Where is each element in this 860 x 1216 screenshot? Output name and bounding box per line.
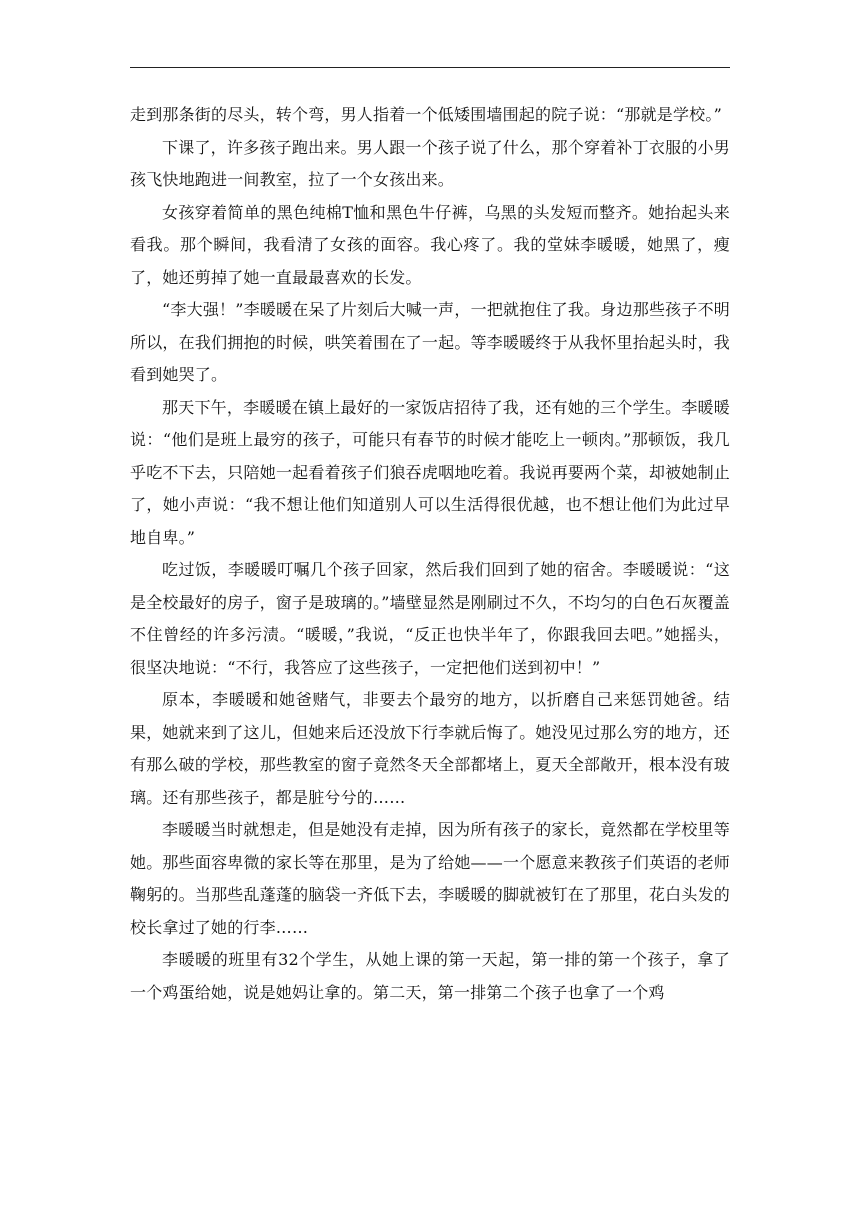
paragraph: 下课了，许多孩子跑出来。男人跟一个孩子说了什么，那个穿着补丁衣服的小男孩飞快地跑进一间教室，拉了一个女孩出来。 (130, 137, 730, 189)
document-body (130, 99, 730, 1009)
paragraph: 走到那条街的尽头，转个弯，男人指着一个低矮围墙围起的院子说：“那就是学校。” (130, 105, 722, 124)
paragraph: 原本，李暖暖和她爸赌气，非要去个最穷的地方，以折磨自己来惩罚她爸。结果，她就来到了这儿，但她来后还没放下行李就后悔了。她没见过那么穷的地方，还有那么破的学校，那些教室的窗子竟然冬天全部都堵上，夏天全部敞开，根本没有玻璃。还有那些孩子，都是脏兮兮的…… (130, 690, 730, 807)
paragraph: “李大强！”李暖暖在呆了片刻后大喊一声，一把就抱住了我。身边那些孩子不明所以，在我们拥抱的时候，哄笑着围在了一起。等李暖暖终于从我怀里抬起头时，我看到她哭了。 (130, 300, 730, 384)
header-rule (130, 67, 730, 68)
paragraph: 吃过饭，李暖暖叮嘱几个孩子回家，然后我们回到了她的宿舍。李暖暖说：“这是全校最好的房子，窗子是玻璃的。”墙壁显然是刚刷过不久，不均匀的白色石灰覆盖不住曾经的许多污渍。“暖暖，”我说，“反正也快半年了，你跟我回去吧。”她摇头，很坚决地说：“不行，我答应了这些孩子，一定把他们送到初中！” (130, 560, 730, 677)
paragraph: 女孩穿着简单的黑色纯棉T恤和黑色牛仔裤，乌黑的头发短而整齐。她抬起头来看我。那个瞬间，我看清了女孩的面容。我心疼了。我的堂妹李暖暖，她黑了，瘦了，她还剪掉了她一直最最喜欢的长发。 (130, 202, 730, 287)
paragraph: 李暖暖的班里有32个学生，从她上课的第一天起，第一排的第一个孩子，拿了一个鸡蛋给她，说是她妈让拿的。第二天，第一排第二个孩子也拿了一个鸡 (130, 950, 730, 1002)
paragraph: 那天下午，李暖暖在镇上最好的一家饭店招待了我，还有她的三个学生。李暖暖说：“他们是班上最穷的孩子，可能只有春节的时候才能吃上一顿肉。”那顿饭，我几乎吃不下去，只陪她一起看着孩子们狼吞虎咽地吃着。我说再要两个菜，却被她制止了，她小声说：“我不想让他们知道别人可以生活得很优越，也不想让他们为此过早地自卑。” (130, 397, 730, 547)
paragraph: 李暖暖当时就想走，但是她没有走掉，因为所有孩子的家长，竟然都在学校里等她。那些面容卑微的家长等在那里，是为了给她——一个愿意来教孩子们英语的老师鞠躬的。当那些乱蓬蓬的脑袋一齐低下去，李暖暖的脚就被钉在了那里，花白头发的校长拿过了她的行李…… (130, 820, 730, 937)
